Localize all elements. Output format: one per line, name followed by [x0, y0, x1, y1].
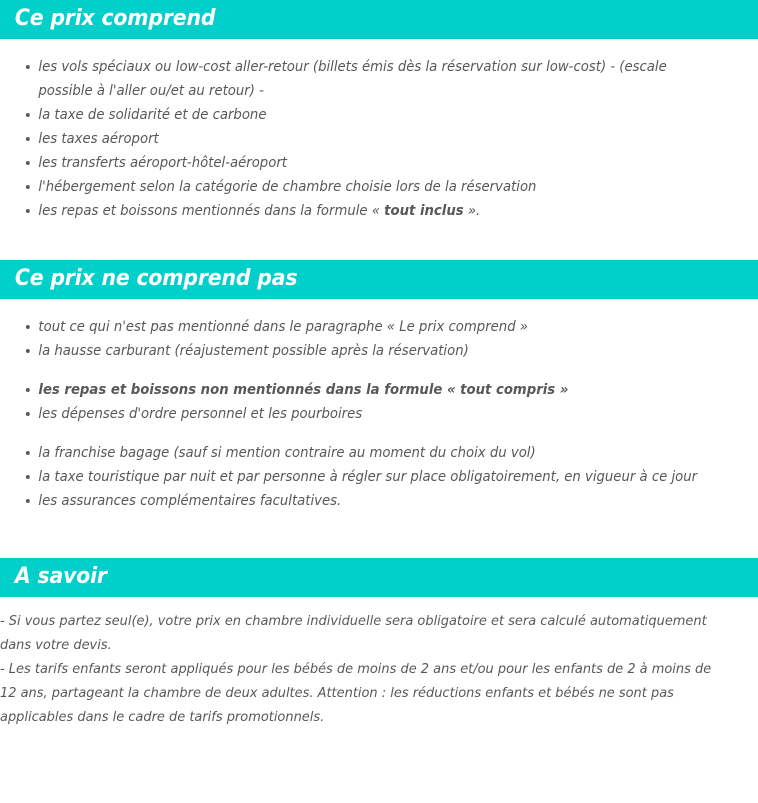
- section-spacer: [0, 513, 758, 558]
- list-item-text-emphasis: les repas et boissons non mentionnés dans la formule « tout compris »: [38, 382, 569, 398]
- section-header-not-included-bar: [0, 260, 758, 299]
- list-item: [0, 465, 728, 489]
- list-item: [0, 199, 728, 223]
- list-item-text: les dépenses d'ordre personnel et les pourboires: [38, 406, 363, 422]
- section-good-to-know: [0, 558, 758, 729]
- section-header-included-bar: [0, 0, 758, 39]
- list-item-text: la taxe de solidarité et de carbone: [38, 107, 267, 123]
- list-item: [0, 103, 728, 127]
- list-item: [0, 378, 728, 402]
- section-not-included: [0, 260, 758, 513]
- note-paragraph: - Les tarifs enfants seront appliqués pour les bébés de moins de 2 ans et/ou pour les enfants de 2 à moins de 12 ans, partageant la chambre de deux adultes. Attention : les réductions enfants et bébés ne sont pas applicables dans le cadre de tarifs promotionnels.: [0, 661, 712, 725]
- section-good-to-know-body: [0, 597, 758, 729]
- section-header-included-title: Ce prix comprend: [0, 0, 705, 39]
- list-item: [0, 315, 728, 339]
- not-included-bullet-group-2: [0, 378, 758, 426]
- not-included-bullet-group-1: [0, 315, 758, 363]
- section-header-good-to-know-bar: [0, 558, 758, 597]
- list-item-text: les transferts aéroport-hôtel-aéroport: [38, 155, 287, 171]
- list-item-text: l'hébergement selon la catégorie de chambre choisie lors de la réservation: [38, 179, 537, 195]
- list-item-text-emphasis: tout inclus: [384, 203, 464, 219]
- list-item: [0, 489, 728, 513]
- list-item-text-before: les repas et boissons mentionnés dans la formule «: [38, 203, 385, 219]
- bullet-group-gap: [0, 363, 758, 378]
- section-included-body: [0, 39, 758, 223]
- included-bullet-list: [0, 55, 758, 223]
- list-item-text: la taxe touristique par nuit et par personne à régler sur place obligatoirement, en vigueur à ce jour: [38, 469, 698, 485]
- list-item-text: la hausse carburant (réajustement possible après la réservation): [38, 343, 469, 359]
- section-header-good-to-know-title: A savoir: [0, 558, 705, 597]
- list-item-text-after: ».: [463, 203, 481, 219]
- list-item: [0, 55, 728, 103]
- list-item: [0, 441, 728, 465]
- section-included: [0, 0, 758, 223]
- list-item: [0, 339, 728, 363]
- list-item: [0, 127, 728, 151]
- not-included-bullet-group-3: [0, 441, 758, 513]
- section-header-not-included-title: Ce prix ne comprend pas: [0, 260, 705, 299]
- list-item-text: tout ce qui n'est pas mentionné dans le paragraphe « Le prix comprend »: [38, 319, 529, 335]
- note-paragraph: - Si vous partez seul(e), votre prix en chambre individuelle sera obligatoire et sera calculé automatiquement dans votre devis.: [0, 613, 707, 653]
- list-item: [0, 175, 728, 199]
- list-item-text: les taxes aéroport: [38, 131, 159, 147]
- list-item-text: les vols spéciaux ou low-cost aller-retour (billets émis dès la réservation sur low-cost) - (escale possible à l'aller ou/et au retour) -: [38, 59, 667, 99]
- list-item: [0, 151, 728, 175]
- list-item-text: les assurances complémentaires facultatives.: [38, 493, 342, 509]
- section-spacer: [0, 223, 758, 260]
- bullet-group-gap: [0, 426, 758, 441]
- section-not-included-body: [0, 299, 758, 513]
- list-item-text: la franchise bagage (sauf si mention contraire au moment du choix du vol): [38, 445, 536, 461]
- list-item: [0, 402, 728, 426]
